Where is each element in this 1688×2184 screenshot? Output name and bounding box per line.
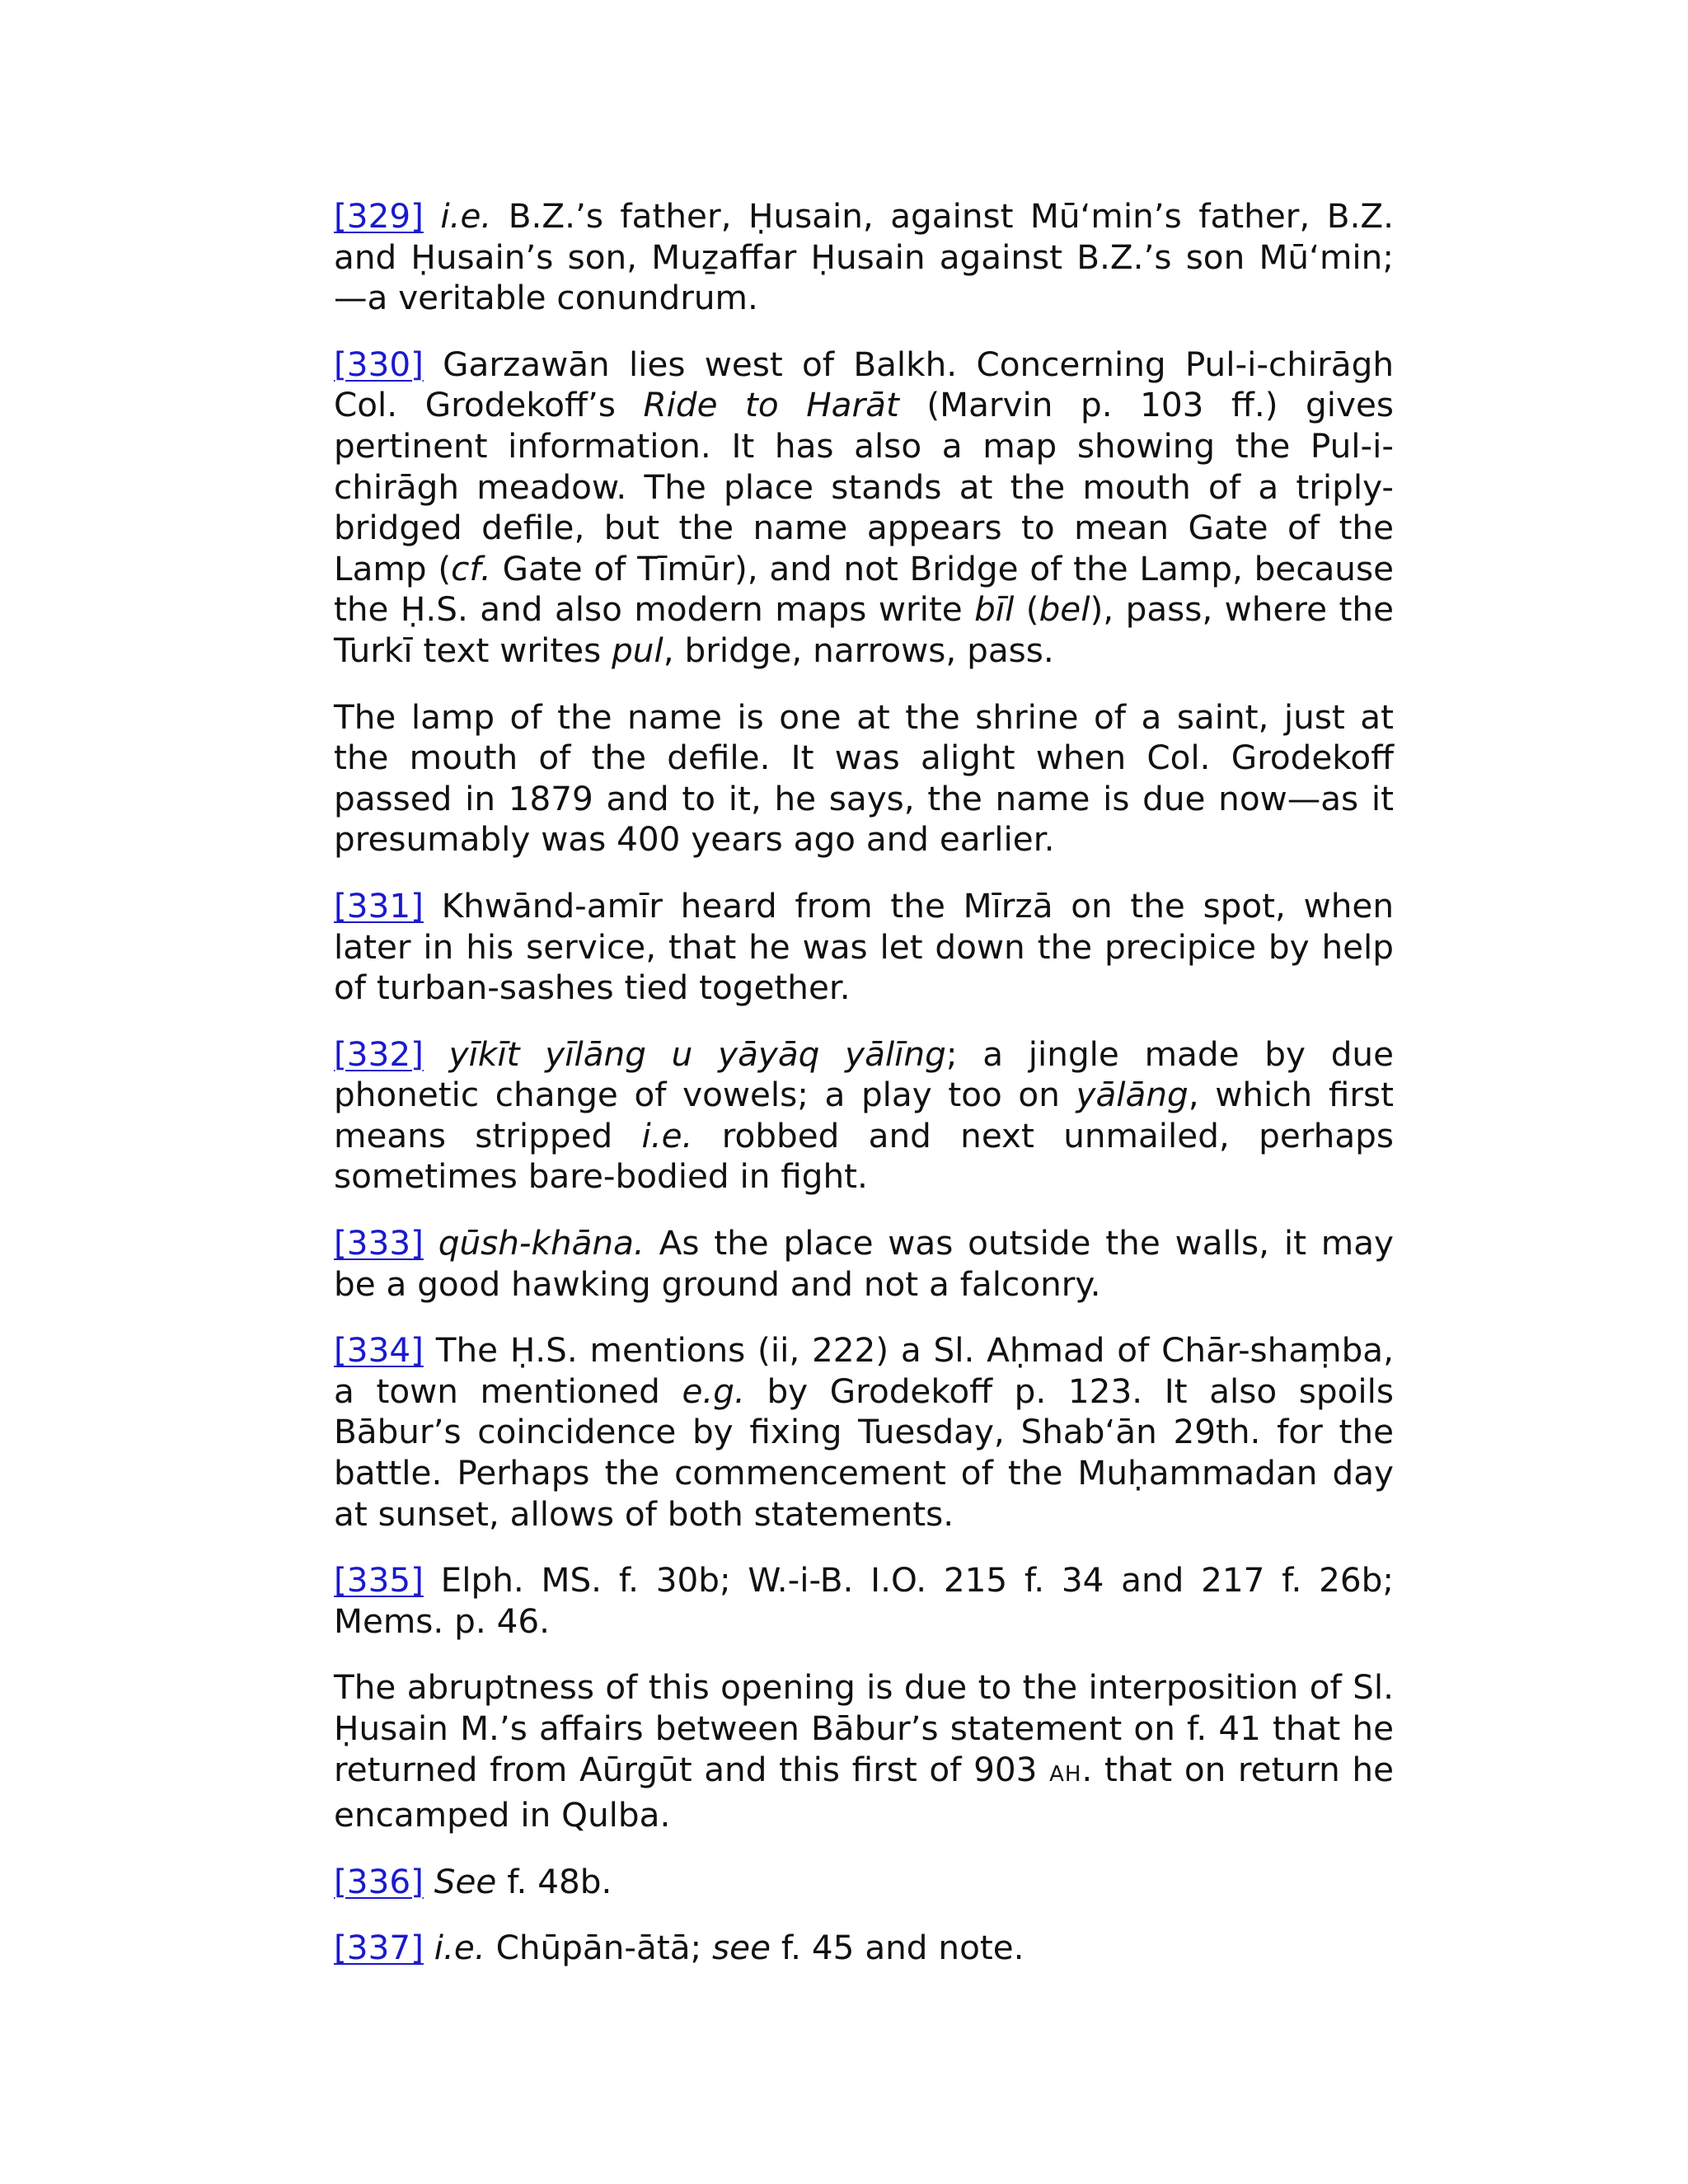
footnote-ref-link[interactable]: [331] xyxy=(334,885,424,926)
body-text: ; a jingle made by due phonetic change of vowels; a play too on xyxy=(334,1033,1394,1115)
body-text: by Grodekoff p. 123. It also spoils Bābur’s coincidence by fixing Tuesday, Shab‘ān 29th. for the battle. Perhaps the commencement of the Muḥammadan day at sunset, allows of both statements. xyxy=(334,1371,1394,1534)
italic-text: i.e. xyxy=(440,196,492,236)
italic-text: Ride to Harāt xyxy=(643,385,899,425)
footnote-333 xyxy=(334,1223,1394,1305)
italic-text: i.e. xyxy=(641,1115,693,1155)
footnote-ref-link[interactable]: [337] xyxy=(334,1928,424,1968)
italic-text: qūsh-khāna. xyxy=(438,1223,645,1263)
footnote-337 xyxy=(334,1928,1394,1969)
footnote-ref-link[interactable]: [333] xyxy=(334,1223,424,1263)
footnote-ref-link[interactable]: [334] xyxy=(334,1330,424,1371)
italic-text: cf. xyxy=(451,548,491,588)
italic-text: yīkīt yīlāng u yāyāq yālīng xyxy=(448,1033,946,1074)
body-text: (Marvin p. 103 ff.) gives pertinent information. It has also a map showing the Pul-i-chirāgh meadow. The place stands at the mouth of a triply-bridged defile, but the name appears to mean Gate of the Lamp ( xyxy=(334,385,1394,588)
italic-text: pul xyxy=(612,630,663,670)
small-caps-text: AH xyxy=(1049,1761,1082,1787)
footnote-331 xyxy=(334,886,1394,1009)
italic-text: bel xyxy=(1039,589,1090,630)
body-text: Khwānd-amīr heard from the Mīrzā on the spot, when later in his service, that he was let down the precipice by help of turban-sashes tied together. xyxy=(334,885,1395,1008)
italic-text: bīl xyxy=(974,589,1015,630)
body-text: , which first means stripped xyxy=(334,1075,1394,1155)
footnote-334 xyxy=(334,1330,1394,1535)
footnote-336 xyxy=(334,1862,1394,1903)
footnote-ref-link[interactable]: [330] xyxy=(334,344,424,384)
body-text: . that on return he encamped in Qulba. xyxy=(334,1749,1394,1835)
body-text: f. 45 and note. xyxy=(770,1928,1025,1968)
body-text: robbed and next unmailed, perhaps sometimes bare-bodied in fight. xyxy=(334,1115,1394,1197)
italic-text: i.e. xyxy=(434,1928,485,1968)
italic-text: See xyxy=(434,1861,497,1901)
body-text: The abruptness of this opening is due to the interposition of Sl. Ḥusain M.’s affairs between Bābur’s statement on f. 41 that he returned from Aūrgūt and this first of 903 xyxy=(334,1667,1394,1789)
footnote-continuation-paragraph xyxy=(334,697,1394,860)
body-text: Elph. MS. f. 30b; W.-i-B. I.O. 215 f. 34 and 217 f. 26b; Mems. p. 46. xyxy=(334,1560,1394,1641)
body-text: Gate of Tīmūr), and not Bridge of the Lamp, because the Ḥ.S. and also modern maps write xyxy=(334,548,1394,630)
body-text: , bridge, narrows, pass. xyxy=(663,630,1054,670)
footnotes-page xyxy=(334,196,1394,1994)
footnote-ref-link[interactable]: [335] xyxy=(334,1560,424,1601)
body-text: B.Z.’s father, Ḥusain, against Mū‘min’s father, B.Z. and Ḥusain’s son, Muẕaffar Ḥusain against B.Z.’s son Mū‘min;—a veritable conundrum. xyxy=(334,196,1394,318)
body-text: ( xyxy=(1014,589,1039,630)
italic-text: e.g. xyxy=(682,1371,745,1411)
body-text: Chūpān-ātā; xyxy=(485,1928,713,1968)
footnote-335 xyxy=(334,1560,1394,1642)
body-text: As the place was outside the walls, it may be a good hawking ground and not a falconry. xyxy=(334,1223,1395,1304)
italic-text: yālāng xyxy=(1076,1075,1189,1115)
footnote-ref-link[interactable]: [332] xyxy=(334,1033,424,1074)
body-text: The lamp of the name is one at the shrine of a saint, just at the mouth of the defile. It was alight when Col. Grodekoff passed in 1879 and to it, he says, the name is due now—as it presumably was 400 years ago and earlier. xyxy=(334,696,1394,860)
footnote-330 xyxy=(334,344,1394,672)
footnote-ref-link[interactable]: [329] xyxy=(334,196,424,236)
footnote-332 xyxy=(334,1034,1394,1197)
body-text: The Ḥ.S. mentions (ii, 222) a Sl. Aḥmad of Chār-shaṃba, a town mentioned xyxy=(334,1330,1395,1411)
footnote-ref-link[interactable]: [336] xyxy=(334,1861,424,1901)
footnote-329 xyxy=(334,196,1394,319)
body-text: Garzawān lies west of Balkh. Concerning Pul-i-chirāgh Col. Grodekoff’s xyxy=(334,344,1394,425)
footnote-continuation-paragraph xyxy=(334,1667,1394,1835)
body-text: ), pass, where the Turkī text writes xyxy=(334,589,1394,670)
italic-text: see xyxy=(712,1928,771,1968)
body-text: f. 48b. xyxy=(496,1861,612,1901)
